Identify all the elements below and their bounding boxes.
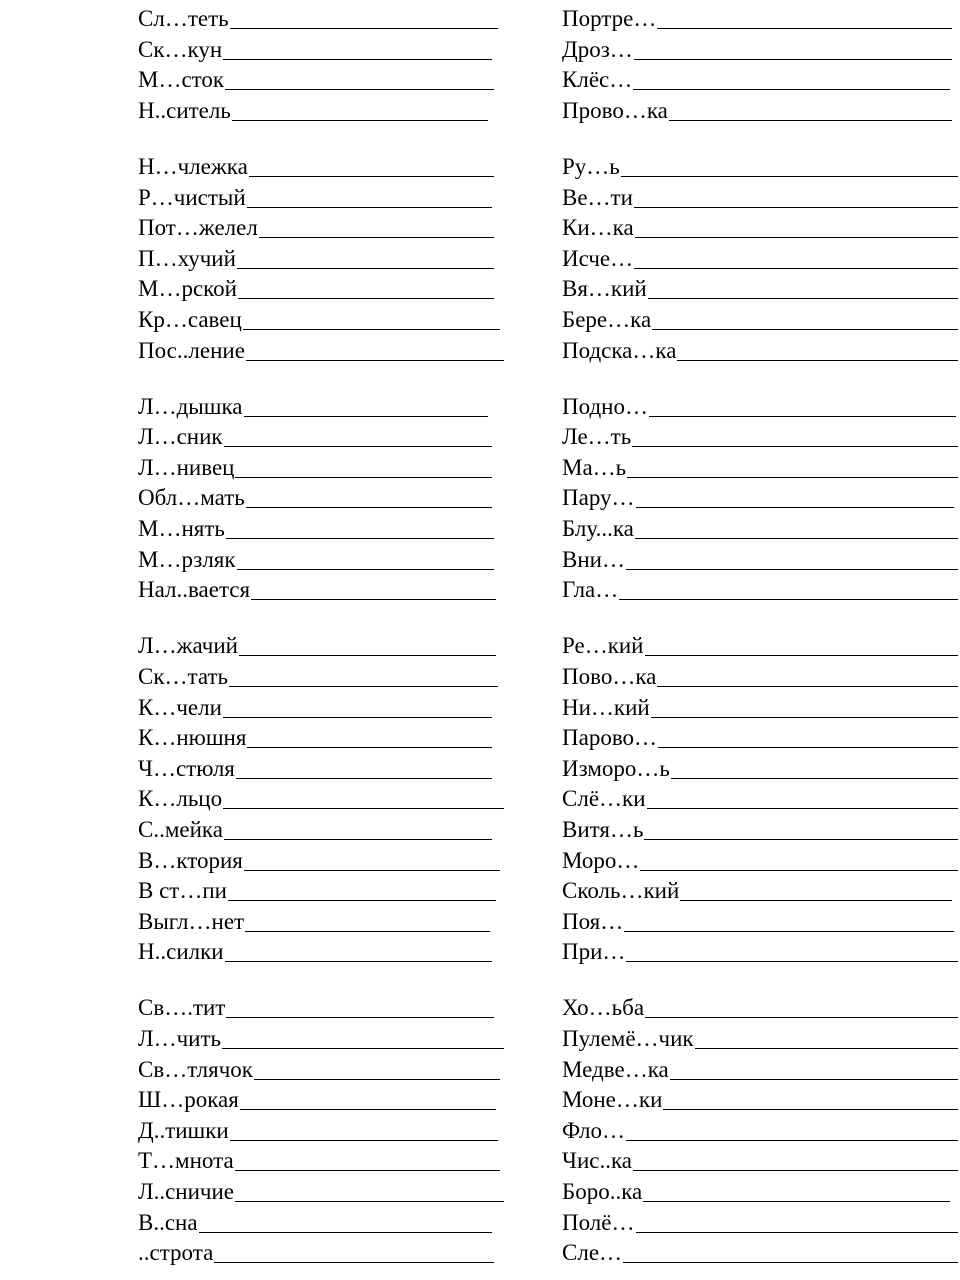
answer-blank-line[interactable]	[244, 870, 500, 871]
answer-blank-line[interactable]	[626, 569, 958, 570]
word-with-gap: Пару…	[562, 485, 635, 511]
worksheet-row	[138, 935, 492, 965]
word-with-gap: Гла…	[562, 577, 619, 603]
word-with-gap: Вни…	[562, 546, 625, 572]
worksheet-row	[562, 905, 954, 935]
word-with-gap: При…	[562, 939, 626, 965]
worksheet-row	[138, 1206, 492, 1236]
worksheet-row	[562, 629, 958, 659]
worksheet-row	[562, 721, 958, 751]
answer-blank-line[interactable]	[647, 808, 958, 809]
word-with-gap: Л…дышка	[138, 393, 243, 419]
answer-blank-line[interactable]	[635, 538, 958, 539]
answer-blank-line[interactable]	[214, 1262, 494, 1263]
word-with-gap: Л…нивец	[138, 454, 235, 480]
answer-blank-line[interactable]	[671, 778, 958, 779]
word-with-gap: В…ктория	[138, 847, 243, 873]
word-with-gap: Клёс…	[562, 67, 633, 93]
word-with-gap: Слё…ки	[562, 786, 646, 812]
worksheet-row	[562, 211, 958, 241]
answer-blank-line[interactable]	[226, 1017, 494, 1018]
word-with-gap: М…сток	[138, 67, 225, 93]
answer-blank-line[interactable]	[624, 931, 954, 932]
worksheet-row	[562, 512, 958, 542]
worksheet-row	[562, 420, 958, 450]
answer-blank-line[interactable]	[643, 1201, 950, 1202]
word-with-gap: Витя…ь	[562, 816, 644, 842]
word-with-gap: Ч…стюля	[138, 755, 235, 781]
word-with-gap: ..строта	[138, 1240, 214, 1266]
word-with-gap: Блу...ка	[562, 516, 634, 541]
word-with-gap: Пот…желел	[138, 215, 258, 241]
answer-blank-line[interactable]	[626, 961, 958, 962]
word-with-gap: Св….тит	[138, 995, 226, 1021]
word-with-gap: Парово…	[562, 725, 658, 751]
answer-blank-line[interactable]	[222, 1048, 504, 1049]
answer-blank-line[interactable]	[223, 717, 492, 718]
worksheet-row	[138, 33, 492, 63]
word-with-gap: Т…мнота	[138, 1148, 234, 1174]
word-with-gap: Прово…ка	[562, 97, 668, 123]
word-with-gap: Поя…	[562, 908, 624, 934]
worksheet-row	[562, 1053, 958, 1083]
answer-blank-line[interactable]	[670, 1079, 958, 1080]
answer-blank-line[interactable]	[623, 1262, 958, 1263]
worksheet-row	[562, 1022, 958, 1052]
word-with-gap: П…хучий	[138, 245, 236, 271]
answer-blank-line[interactable]	[244, 416, 489, 417]
word-with-gap: Чис..ка	[562, 1148, 632, 1174]
word-with-gap: Ру…ь	[562, 153, 620, 179]
word-with-gap: Св…тлячок	[138, 1056, 253, 1082]
word-with-gap: Ве…ти	[562, 184, 633, 210]
worksheet-row	[138, 991, 494, 1021]
word-with-gap: Бере…ка	[562, 306, 652, 332]
answer-blank-line[interactable]	[223, 808, 504, 809]
worksheet-row	[138, 721, 492, 751]
answer-blank-line[interactable]	[657, 28, 952, 29]
worksheet-row	[562, 481, 954, 511]
worksheet-row	[562, 844, 958, 874]
answer-blank-line[interactable]	[651, 717, 958, 718]
word-with-gap: Н..силки	[138, 939, 224, 965]
worksheet-row	[138, 782, 504, 812]
worksheet-row	[138, 181, 492, 211]
word-with-gap: М…рской	[138, 276, 237, 302]
answer-blank-line[interactable]	[226, 538, 494, 539]
worksheet-row	[138, 512, 494, 542]
word-with-gap: К…нюшня	[138, 725, 247, 751]
worksheet-row	[138, 63, 494, 93]
worksheet-row	[562, 752, 958, 782]
answer-blank-line[interactable]	[223, 59, 492, 60]
word-with-gap: Кр…савец	[138, 306, 242, 332]
word-with-gap: Пос..ление	[138, 337, 245, 363]
word-with-gap: Моне…ки	[562, 1087, 663, 1113]
answer-blank-line[interactable]	[230, 1140, 498, 1141]
worksheet-row	[562, 303, 958, 333]
word-with-gap: Полё…	[562, 1209, 635, 1235]
worksheet-row	[138, 211, 494, 241]
answer-blank-line[interactable]	[243, 329, 500, 330]
answer-blank-line[interactable]	[633, 1170, 958, 1171]
worksheet-row	[138, 303, 500, 333]
worksheet-row	[138, 543, 494, 573]
worksheet-row	[562, 782, 958, 812]
worksheet-row	[138, 1022, 504, 1052]
word-with-gap: Л..сничие	[138, 1179, 235, 1204]
worksheet-row	[562, 1144, 958, 1174]
answer-blank-line[interactable]	[235, 1170, 500, 1171]
worksheet-row	[138, 905, 490, 935]
answer-blank-line[interactable]	[235, 1201, 504, 1202]
word-with-gap: Фло…	[562, 1117, 626, 1143]
word-with-gap: Сколь…кий	[562, 878, 680, 904]
word-with-gap: Выгл…нет	[138, 908, 245, 934]
answer-blank-line[interactable]	[246, 507, 492, 508]
word-with-gap: С..мейка	[138, 816, 223, 842]
worksheet-row	[562, 150, 958, 180]
answer-blank-line[interactable]	[621, 176, 958, 177]
worksheet-row	[562, 63, 950, 93]
answer-blank-line[interactable]	[247, 207, 492, 208]
answer-blank-line[interactable]	[695, 1048, 958, 1049]
word-with-gap: Л…сник	[138, 424, 223, 450]
answer-blank-line[interactable]	[652, 329, 958, 330]
worksheet-row	[138, 94, 488, 124]
answer-blank-line[interactable]	[663, 1109, 958, 1110]
worksheet-row	[138, 1236, 494, 1266]
word-with-gap: Ма…ь	[562, 454, 627, 480]
answer-blank-line[interactable]	[240, 1109, 496, 1110]
worksheet-row	[138, 691, 492, 721]
worksheet-row	[562, 1114, 958, 1144]
answer-blank-line[interactable]	[235, 477, 492, 478]
worksheet-row	[562, 94, 952, 124]
answer-blank-line[interactable]	[199, 1232, 492, 1233]
worksheet-row	[562, 451, 958, 481]
word-with-gap: М…рзляк	[138, 546, 236, 572]
answer-blank-line[interactable]	[225, 89, 494, 90]
word-with-gap: Подска…ка	[562, 337, 677, 363]
answer-blank-line[interactable]	[626, 1140, 958, 1141]
word-with-gap: Изморо…ь	[562, 755, 670, 781]
answer-blank-line[interactable]	[645, 655, 959, 656]
answer-blank-line[interactable]	[230, 28, 498, 29]
word-with-gap: Сле…	[562, 1240, 623, 1266]
worksheet-row	[138, 874, 496, 904]
word-with-gap: Ки…ка	[562, 215, 634, 241]
worksheet-row	[562, 1206, 958, 1236]
worksheet-row	[562, 991, 958, 1021]
worksheet-row	[562, 33, 952, 63]
answer-blank-line[interactable]	[632, 446, 958, 447]
worksheet-row	[138, 272, 494, 302]
answer-blank-line[interactable]	[635, 237, 958, 238]
word-with-gap: Вя…кий	[562, 276, 647, 302]
answer-blank-line[interactable]	[236, 778, 492, 779]
word-with-gap: Н..ситель	[138, 97, 231, 123]
word-with-gap: Дроз…	[562, 36, 633, 62]
worksheet-row	[138, 390, 488, 420]
worksheet-row	[562, 543, 958, 573]
worksheet-row	[562, 1236, 958, 1266]
word-with-gap: Исче…	[562, 245, 634, 271]
answer-blank-line[interactable]	[238, 298, 494, 299]
worksheet-row	[138, 481, 492, 511]
word-with-gap: Нал..вается	[138, 577, 251, 603]
word-with-gap: К…льцо	[138, 786, 223, 812]
worksheet-row	[562, 1083, 958, 1113]
answer-blank-line[interactable]	[627, 477, 958, 478]
word-with-gap: Ск…кун	[138, 36, 223, 62]
answer-blank-line[interactable]	[645, 1017, 958, 1018]
answer-blank-line[interactable]	[619, 599, 958, 600]
worksheet-row	[562, 1175, 950, 1205]
worksheet-row	[138, 629, 496, 659]
worksheet-row	[562, 272, 958, 302]
answer-blank-line[interactable]	[644, 839, 958, 840]
answer-blank-line[interactable]	[669, 120, 952, 121]
word-with-gap: Л…чить	[138, 1026, 222, 1051]
answer-blank-line[interactable]	[636, 1232, 959, 1233]
word-with-gap: Р…чистый	[138, 184, 246, 210]
word-with-gap: Ле…ть	[562, 424, 632, 450]
word-with-gap: Портре…	[562, 6, 657, 31]
answer-blank-line[interactable]	[247, 747, 492, 748]
answer-blank-line[interactable]	[633, 89, 950, 90]
answer-blank-line[interactable]	[634, 207, 958, 208]
worksheet-row	[562, 181, 958, 211]
worksheet-row	[138, 752, 492, 782]
worksheet-row	[138, 844, 500, 874]
answer-blank-line[interactable]	[224, 839, 492, 840]
word-with-gap: Боро..ка	[562, 1179, 643, 1204]
word-with-gap: Д..тишки	[138, 1117, 229, 1143]
worksheet-row	[138, 150, 494, 180]
word-with-gap: В..сна	[138, 1209, 198, 1235]
word-with-gap: Медве…ка	[562, 1056, 669, 1082]
worksheet-row	[562, 334, 958, 364]
worksheet-row	[138, 1083, 496, 1113]
answer-blank-line[interactable]	[640, 870, 958, 871]
worksheet-row	[562, 660, 958, 690]
worksheet-row	[138, 1144, 500, 1174]
worksheet-row	[562, 573, 958, 603]
worksheet-row	[138, 813, 492, 843]
answer-blank-line[interactable]	[634, 59, 952, 60]
worksheet-row	[562, 691, 958, 721]
answer-blank-line[interactable]	[237, 569, 494, 570]
worksheet-row	[562, 935, 958, 965]
answer-blank-line[interactable]	[246, 360, 504, 361]
answer-blank-line[interactable]	[232, 120, 488, 121]
answer-blank-line[interactable]	[634, 268, 958, 269]
worksheet-row	[562, 390, 956, 420]
worksheet-row	[138, 420, 492, 450]
answer-blank-line[interactable]	[657, 686, 958, 687]
answer-blank-line[interactable]	[677, 360, 958, 361]
answer-blank-line[interactable]	[636, 507, 954, 508]
word-with-gap: К…чели	[138, 694, 222, 720]
answer-blank-line[interactable]	[245, 931, 490, 932]
worksheet-row	[138, 451, 492, 481]
word-with-gap: Ни…кий	[562, 694, 650, 720]
answer-blank-line[interactable]	[649, 416, 956, 417]
answer-blank-line[interactable]	[239, 655, 496, 656]
answer-blank-line[interactable]	[225, 961, 492, 962]
word-with-gap: В ст…пи	[138, 878, 227, 904]
worksheet-row	[138, 1053, 500, 1083]
answer-blank-line[interactable]	[259, 237, 494, 238]
word-with-gap: Моро…	[562, 847, 640, 873]
worksheet-row	[138, 1114, 498, 1144]
answer-blank-line[interactable]	[251, 599, 496, 600]
answer-blank-line[interactable]	[237, 268, 494, 269]
worksheet-row	[138, 1175, 504, 1205]
word-with-gap: Н…члежка	[138, 153, 248, 179]
word-with-gap: Сл…теть	[138, 6, 229, 31]
answer-blank-line[interactable]	[658, 747, 958, 748]
word-with-gap: Хо…ьба	[562, 995, 645, 1021]
answer-blank-line[interactable]	[254, 1079, 500, 1080]
worksheet-row	[138, 334, 504, 364]
worksheet-row	[562, 813, 958, 843]
word-with-gap: М…нять	[138, 516, 225, 541]
worksheet-row	[138, 660, 498, 690]
worksheet-row	[138, 2, 498, 32]
worksheet-row	[562, 874, 952, 904]
answer-blank-line[interactable]	[680, 900, 952, 901]
answer-blank-line[interactable]	[228, 900, 496, 901]
worksheet-row	[562, 242, 958, 272]
answer-blank-line[interactable]	[224, 446, 492, 447]
word-with-gap: Пулемё…чик	[562, 1026, 694, 1051]
word-with-gap: Л…жачий	[138, 633, 238, 659]
answer-blank-line[interactable]	[249, 176, 494, 177]
answer-blank-line[interactable]	[229, 686, 498, 687]
answer-blank-line[interactable]	[648, 298, 958, 299]
word-with-gap: Ш…рокая	[138, 1087, 239, 1113]
worksheet-row	[138, 242, 494, 272]
worksheet-row	[562, 2, 952, 32]
word-with-gap: Обл…мать	[138, 485, 245, 511]
word-with-gap: Подно…	[562, 393, 648, 419]
word-with-gap: Пово…ка	[562, 663, 657, 689]
word-with-gap: Ск…тать	[138, 663, 229, 689]
worksheet-row	[138, 573, 496, 603]
word-with-gap: Ре…кий	[562, 633, 644, 659]
